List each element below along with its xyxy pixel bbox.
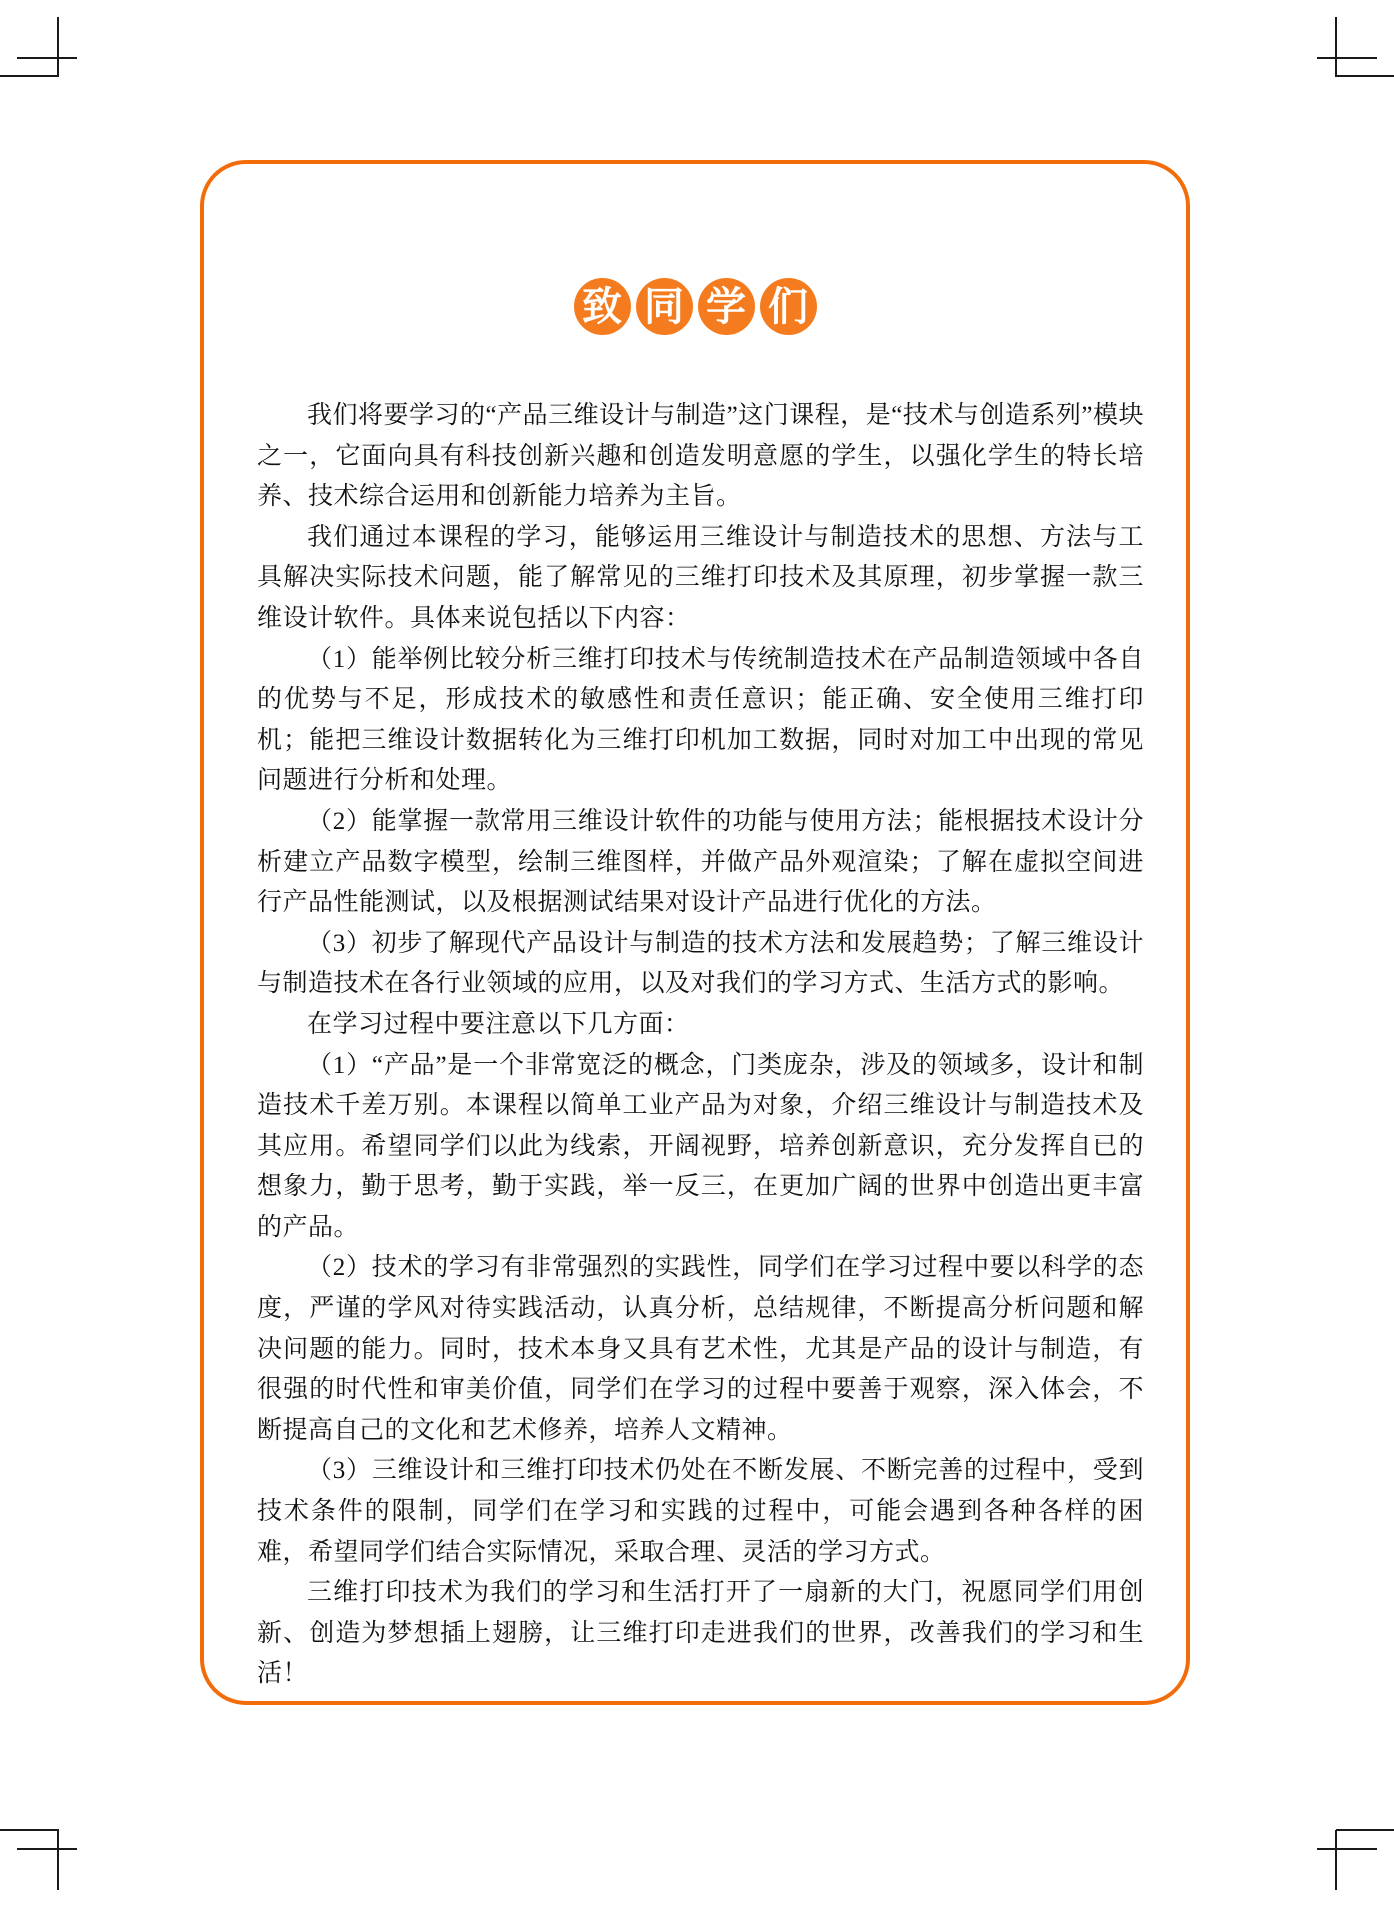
page-title [204,278,1186,335]
preface-frame [200,160,1190,1705]
title-badge [574,278,631,335]
preface-body [257,396,1144,1695]
paragraph-goal-1: （1）能举例比较分析三维打印技术与传统制造技术在产品制造领域中各自的优势与不足，形成技术的敏感性和责任意识；能正确、安全使用三维打印机；能把三维设计数据转化为三维打印机加工数据，同时对加工中出现的常见问题进行分析和处理。 [257,645,1144,795]
crop-mark-top-left-bracket [0,75,59,77]
crop-mark-bottom-left-cross [17,1848,77,1850]
paragraph-note-3: （3）三维设计和三维打印技术仍处在不断发展、不断完善的过程中，受到技术条件的限制，同学们在学习和实践的过程中，可能会遇到各种各样的困难，希望同学们结合实际情况，采取合理、灵活的学习方式。 [257,1457,1144,1566]
title-badge [698,278,755,335]
crop-mark-bottom-right-bracket [1336,1829,1394,1831]
crop-mark-bottom-left-vertical [57,1830,59,1890]
paragraph-intro-course: 我们将要学习的“产品三维设计与制造”这门课程，是“技术与创造系列”模块之一，它面向具有科技创新兴趣和创造发明意愿的学生，以强化学生的特长培养、技术综合运用和创新能力培养为主旨。 [257,402,1144,511]
crop-mark-top-left-cross [17,57,77,59]
title-char: 学 [706,284,746,329]
paragraph-note-1: （1）“产品”是一个非常宽泛的概念，门类庞杂，涉及的领域多，设计和制造技术千差万别。本课程以简单工业产品为对象，介绍三维设计与制造技术及其应用。希望同学们以此为线索，开阔视野，培养创新意识，充分发挥自已的想象力，勤于思考，勤于实践，举一反三，在更加广阔的世界中创造出更丰富的产品。 [257,1051,1144,1241]
crop-mark-bottom-right-vertical [1335,1830,1337,1890]
title-badge [636,278,693,335]
title-char: 们 [768,284,808,329]
crop-mark-top-right-vertical [1335,17,1337,77]
crop-mark-top-right-bracket [1336,75,1394,77]
crop-mark-bottom-left-bracket [0,1829,59,1831]
paragraph-note-2: （2）技术的学习有非常强烈的实践性，同学们在学习过程中要以科学的态度，严谨的学风对待实践活动，认真分析，总结规律，不断提高分析问题和解决问题的能力。同时，技术本身又具有艺术性，尤其是产品的设计与制造，有很强的时代性和审美价值，同学们在学习的过程中要善于观察，深入体会，不断提高自己的文化和艺术修养，培养人文精神。 [257,1254,1144,1444]
crop-mark-top-left-vertical [57,17,59,77]
paragraph-goal-3: （3）初步了解现代产品设计与制造的技术方法和发展趋势；了解三维设计与制造技术在各行业领域的应用，以及对我们的学习方式、生活方式的影响。 [257,929,1144,998]
title-char: 同 [644,284,684,329]
title-char: 致 [582,284,622,329]
crop-mark-bottom-right-cross [1317,1848,1377,1850]
paragraph-course-goals: 我们通过本课程的学习，能够运用三维设计与制造技术的思想、方法与工具解决实际技术问题，能了解常见的三维打印技术及其原理，初步掌握一款三维设计软件。具体来说包括以下内容： [257,523,1144,632]
paragraph-attention-lead: 在学习过程中要注意以下几方面： [307,1010,690,1038]
title-badge [760,278,817,335]
paragraph-closing: 三维打印技术为我们的学习和生活打开了一扇新的大门，祝愿同学们用创新、创造为梦想插上翅膀，让三维打印走进我们的世界，改善我们的学习和生活！ [257,1579,1144,1688]
crop-mark-top-right-cross [1317,57,1377,59]
paragraph-goal-2: （2）能掌握一款常用三维设计软件的功能与使用方法；能根据技术设计分析建立产品数字模型，绘制三维图样，并做产品外观渲染；了解在虚拟空间进行产品性能测试，以及根据测试结果对设计产品进行优化的方法。 [257,807,1144,917]
